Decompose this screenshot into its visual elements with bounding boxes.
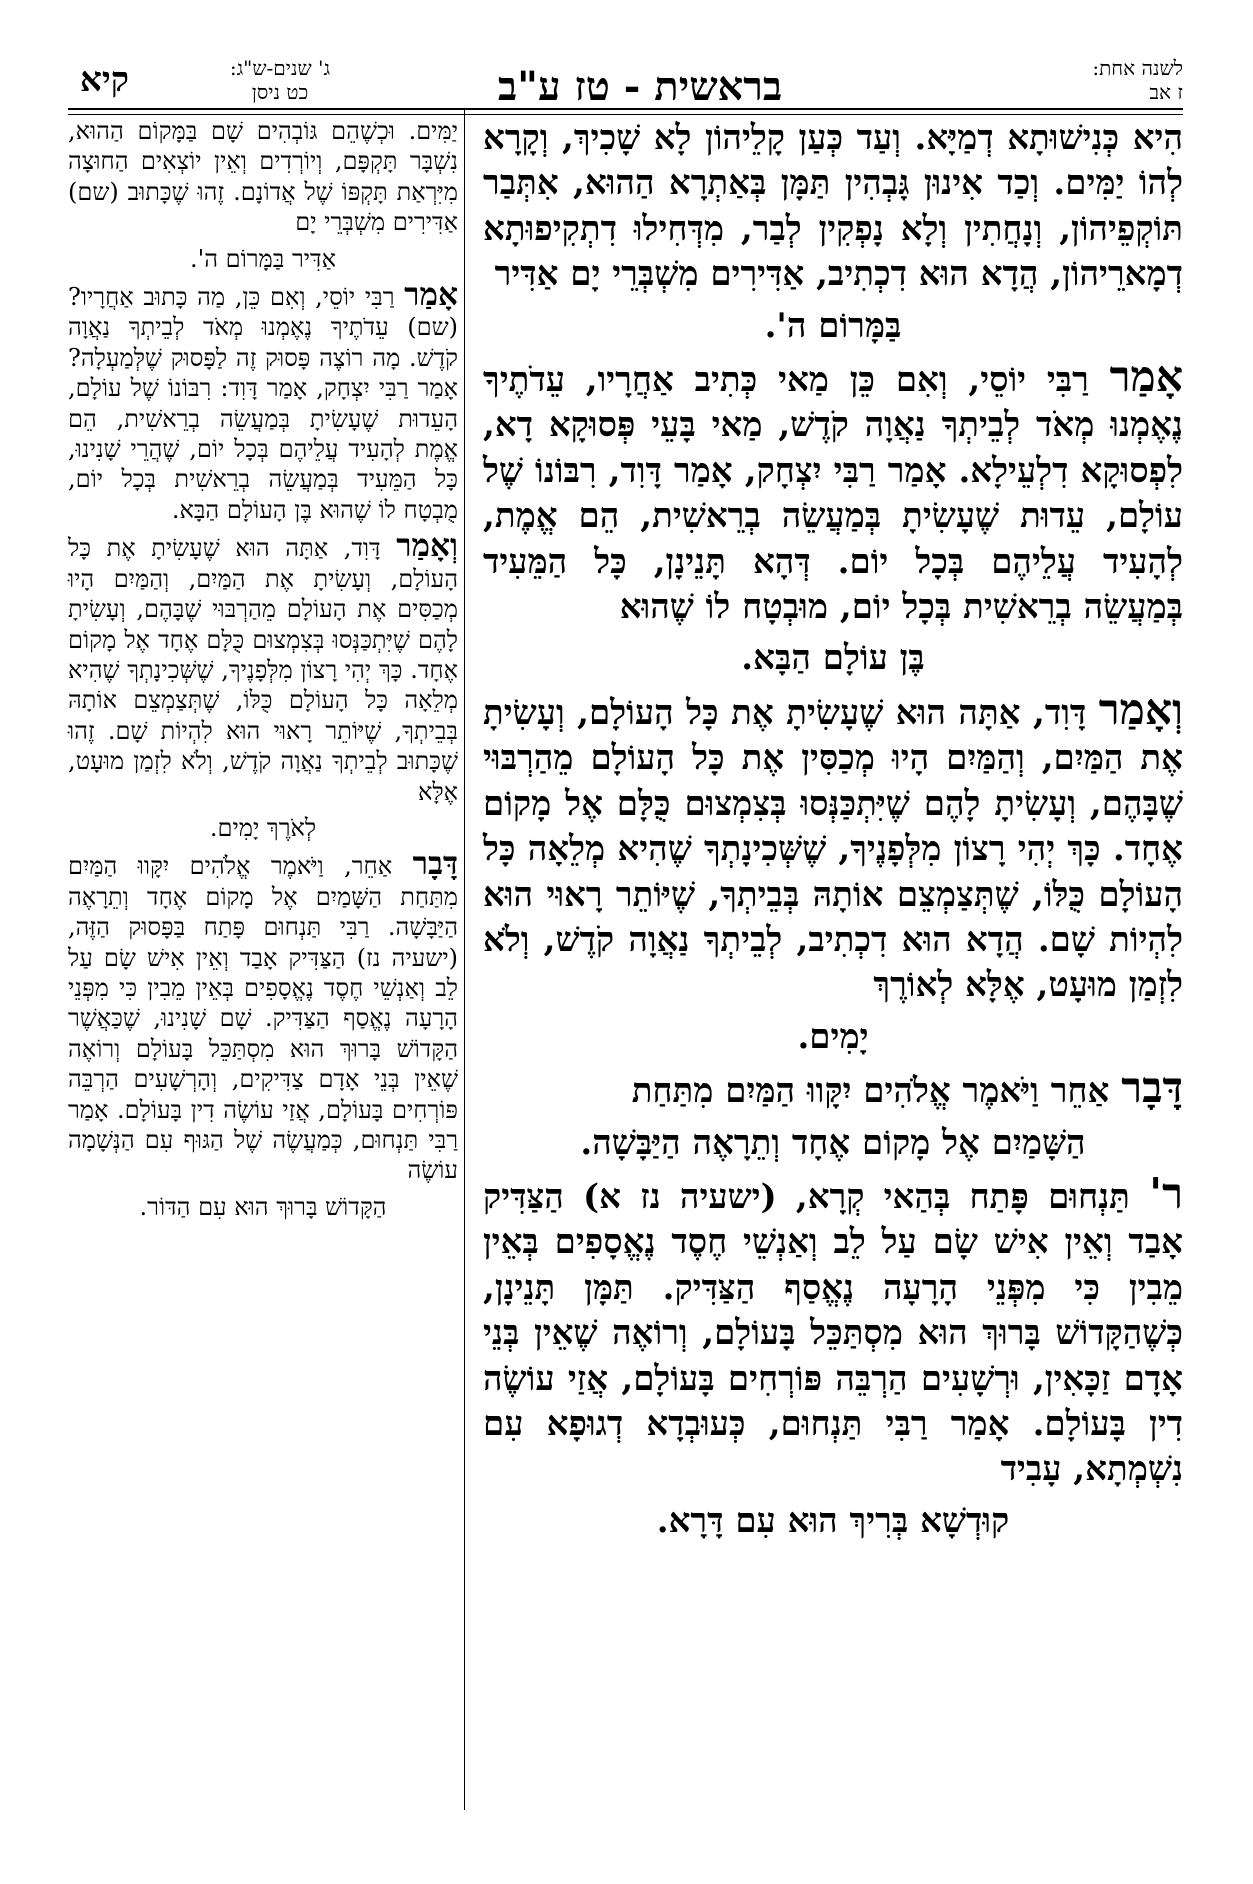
paragraph-tail: יָמִים. — [797, 1016, 869, 1057]
main-paragraph — [483, 116, 1183, 298]
paragraph-body: רַבִּי יוֹסֵי, וְאִם כֵּן מַאי כְּתִיב אַחֲרָיו, עֵדֹתֶיךָ נֶאֶמְנוּ מְאֹד לְבֵיתְךָ נַאֲוָה קֹדֶשׁ, מַאי בָּעֵי פְּסוּקָא דָא, לִפְסוּקָא דִלְעֵילָא. אָמַר רַבִּי יִצְחָק, אָמַר דָּוִד, רִבּוֹנוֹ שֶׁל עוֹלָם, עֵדוּת שֶׁעָשִׂיתָ בְּמַעֲשֵׂה בְרֵאשִׁית, הֵם אֱמֶת, לְהָעִיד עֲלֵיהֶם בְּכָל יוֹם. דְּהָא תָּנֵינָן, כָּל הַמֵּעִיד בְּמַעֲשֵׂה בְרֵאשִׁית בְּכָל יוֹם, מוּבְטָח לוֹ שֶׁהוּא — [483, 360, 1183, 628]
paragraph-body: דָּוִד, אַתָּה הוּא שֶׁעָשִׂיתָ אֶת כָּל הָעוֹלָם, וְעָשִׂיתָ אֶת הַמַּיִם, וְהַמַּיִם הָיוּ מְכַסִּים אֶת הָעוֹלָם מֵהַרְבּוּי שֶׁבָּהֶם, וְעָשִׂיתָ לָהֶם שֶׁיִּתְכַּנְּסוּ בְּצִמְצוּם כֻּלָּם אֶחָד אֶל מָקוֹם אֶחָד. כָּךְ יְהִי רָצוֹן מִלְּפָנֶיךָ, שֶׁשְּׁכִינָתְךָ שֶׁהִיא מְלֵאָה כָּל הָעוֹלָם כֻּלּוֹ, שֶׁתְּצַמְצֵם אוֹתָהּ בְּבֵיתְךָ, שֶׁיּוֹתֵר רָאוּי הוּא לִהְיוֹת שָׁם. זֶהוּ שֶׁכָּתוּב לְבֵיתְךָ נַאֲוָה קֹדֶשׁ, וְלֹא לִזְמַן מוּעָט, אֶלָּא — [68, 534, 458, 806]
paragraph-initial-word: אָמַר — [404, 277, 458, 314]
paragraph-tail: קוּדְשָׁא בְּרִיךְ הוּא עִם דָּרָא. — [656, 1500, 1010, 1541]
paragraph-initial-word: דָּבָר — [412, 846, 458, 883]
paragraph-initial-word: וְאָמַר — [1098, 684, 1183, 735]
main-paragraph — [483, 684, 1183, 1009]
paragraph-tail: לְאֹרֶךְ יָמִים. — [209, 813, 317, 842]
paragraph-tail: אַדִּיר בַּמָּרוֹם ה'. — [189, 244, 336, 273]
page-title: בראשית - טז ע"ב — [497, 63, 783, 110]
study-cycle-meta — [180, 56, 380, 104]
paragraph-initial-word: אָמַר — [1109, 352, 1183, 403]
study-date-alt: כט ניסן — [251, 80, 309, 104]
paragraph-body: אַחֵר, וַיֹּאמֶר אֱלֹהִים יִקָּווּ הַמַּיִם מִתַּחַת הַשָּׁמַיִם אֶל מָקוֹם אֶחָד וְתֵרָאֶה הַיַּבָּשָׁה. רַבִּי תַּנְחוּם פָּתַח בַּפָּסוּק הַזֶּה, (ישעיה נז) הַצַּדִּיק אָבַד וְאֵין אִישׁ שָׂם עַל לֵב וְאַנְשֵׁי חֶסֶד נֶאֱסָפִים בְּאֵין מֵבִין כִּי מִפְּנֵי הָרָעָה נֶאֱסַף הַצַּדִּיק. שָׁם שָׁנִינוּ, שֶׁכַּאֲשֶׁר הַקָּדוֹשׁ בָּרוּךְ הוּא מִסְתַּכֵּל בָּעוֹלָם וְרוֹאֶה שֶׁאֵין בְּנֵי אָדָם צַדִּיקִים, וְהָרְשָׁעִים הַרְבֵּה פּוֹרְחִים בָּעוֹלָם, אֲזַי עוֹשֶׂה דִין בָּעוֹלָם. אָמַר רַבִּי תַּנְחוּם, כְּמַעֲשֶׂה שֶׁל הַגּוּף עִם הַנְּשָׁמָה עוֹשֶׂה — [68, 852, 458, 1185]
translation-paragraph — [68, 528, 458, 807]
header-rule — [68, 108, 1183, 110]
translation-paragraph — [68, 277, 458, 525]
paragraph-initial-word: וְאָמַר — [396, 528, 458, 565]
paragraph-body: הִיא כְּנִישׁוּתָא דְמַיָּא. וְעַד כְּעַן קָלֵיהוֹן לָא שָׁכִיךְ, וְקָרָא לְהוֹ יַמִּים. וְכַד אִינוּן גָּבְהִין תַּמָּן בְּאַתְרָא הַהוּא, אִתְּבַר תּוֹקְפֵיהוֹן, וְנָחֲתִין וְלָא נָפְקִין לְבַר, מִדְּחִילוּ דִתְקִיפוּתָא דְמָארֵיהוֹן, הֲדָא הוּא דִכְתִיב, אַדִּירִים מִשְׁבְּרֵי יָם אַדִּיר — [483, 118, 1183, 295]
paragraph-body: אַחֵר וַיֹּאמֶר אֱלֹהִים יִקָּווּ הַמַּיִם מִתַּחַת — [631, 1071, 1122, 1112]
study-cycle-label-alt: ג' שנים-ש"ג: — [229, 56, 331, 80]
paragraph-body: רַבִּי יוֹסֵי, וְאִם כֵּן, מַה כָּתוּב אַחֲרָיו? (שם) עֵדֹתֶיךָ נֶאֶמְנוּ מְאֹד לְבֵיתְךָ נַאֲוָה קֹדֶשׁ. מָה רוֹצֶה פָּסוּק זֶה לַפָּסוּק שֶׁלְּמַעְלָה? אָמַר רַבִּי יִצְחָק, אָמַר דָּוִד: רִבּוֹנוֹ שֶׁל עוֹלָם, הָעֵדוּת שֶׁעָשִׂיתָ בְּמַעֲשֵׂה בְרֵאשִׁית, הֵם אֱמֶת לְהָעִיד עֲלֵיהֶם בְּכָל יוֹם, שֶׁהֲרֵי שָׁנִינוּ, כָּל הַמֵּעִיד בְּמַעֲשֵׂה בְרֵאשִׁית בְּכָל יוֹם, מֻבְטָח לוֹ שֶׁהוּא בֶּן הָעוֹלָם הַבָּא. — [68, 283, 458, 524]
paragraph-body: תַּנְחוּם פָּתַח בְּהַאי קְרָא, (ישעיה נז א) הַצַּדִּיק אָבַד וְאֵין אִישׁ שָׂם עַל לֵב וְאַנְשֵׁי חֶסֶד נֶאֱסָפִים בְּאֵין מֵבִין כִּי מִפְּנֵי הָרָעָה נֶאֱסַף הַצַּדִּיק. תַּמָּן תָּנֵינָן, כְּשֶׁהַקָּדוֹשׁ בָּרוּךְ הוּא מִסְתַּכֵּל בָּעוֹלָם, וְרוֹאֶה שֶׁאֵין בְּנֵי אָדָם זַכָּאִין, וּרְשָׁעִים הַרְבֵּה פּוֹרְחִים בָּעוֹלָם, אֲזַי עוֹשֶׂה דִין בָּעוֹלָם. אָמַר רַבִּי תַּנְחוּם, כְּעוּבְדָא דְגוּפָא עִם נִשְׁמְתָא, עָבִיד — [483, 1176, 1184, 1490]
main-paragraph — [483, 1063, 1183, 1114]
main-paragraph — [483, 1168, 1184, 1493]
paragraph-body: דָּוִד, אַתָּה הוּא שֶׁעָשִׂיתָ אֶת כָּל הָעוֹלָם, וְעָשִׂיתָ אֶת הַמַּיִם, וְהַמַּיִם הָיוּ מְכַסִּין אֶת כָּל הָעוֹלָם מֵהַרְבּוּי שֶׁבָּהֶם, וְעָשִׂיתָ לָהֶם שֶׁיִּתְכַּנְּסוּ בְּצִמְצוּם כֻּלָּם אֶל מָקוֹם אֶחָד. כָּךְ יְהִי רָצוֹן מִלְּפָנֶיךָ, שֶׁשְּׁכִינָתְךָ שֶׁהִיא מְלֵאָה כָּל הָעוֹלָם כֻּלּוֹ, שֶׁתְּצַמְצֵם אוֹתָהּ בְּבֵיתְךָ, שֶׁיּוֹתֵר רָאוּי הוּא לִהְיוֹת שָׁם. הֲדָא הוּא דִכְתִיב, לְבֵיתְךָ נַאֲוָה קֹדֶשׁ, וְלֹא לִזְמַן מוּעָט, אֶלָּא לְאוֹרֶךְ — [483, 692, 1183, 1006]
paragraph-tail: בֶּן עוֹלָם הַבָּא. — [741, 638, 925, 679]
study-cycle-label: לשנה אחת: — [1092, 56, 1183, 80]
translation-paragraph — [68, 846, 458, 1185]
main-text-column — [483, 116, 1183, 1550]
paragraph-body: יַמִּים. וּכְשֶׁהֵם גּוֹבְהִים שָׁם בַּמָּקוֹם הַהוּא, נִשְׁבָּר תָּקְפָּם, וְיוֹרְדִים וְאֵין יוֹצְאִים הַחוּצָה מִיִּרְאַת תָּקְפּוֹ שֶׁל אֲדוֹנָם. זֶהוּ שֶׁכָּתוּב (שם) אַדִּירִים מִשְׁבְּרֵי יָם — [68, 117, 458, 237]
study-date: ז אב — [1149, 80, 1183, 104]
header-rule-thin — [68, 114, 1183, 115]
paragraph-initial-word: ר' — [1149, 1168, 1183, 1219]
column-divider — [464, 110, 465, 1810]
paragraph-tail: בַּמָּרוֹם ה'. — [764, 305, 902, 346]
paragraph-tail: הַשָּׁמַיִם אֶל מָקוֹם אֶחָד וְתֵרָאֶה הַיַּבָּשָׁה. — [580, 1122, 1086, 1163]
translation-paragraph — [68, 116, 458, 238]
translation-column — [68, 116, 458, 1228]
paragraph-initial-word: דָּבָר — [1121, 1063, 1183, 1114]
page-number: קיא — [80, 60, 129, 100]
main-paragraph — [483, 352, 1183, 630]
paragraph-tail: הַקָּדוֹשׁ בָּרוּךְ הוּא עִם הַדּוֹר. — [139, 1192, 387, 1221]
